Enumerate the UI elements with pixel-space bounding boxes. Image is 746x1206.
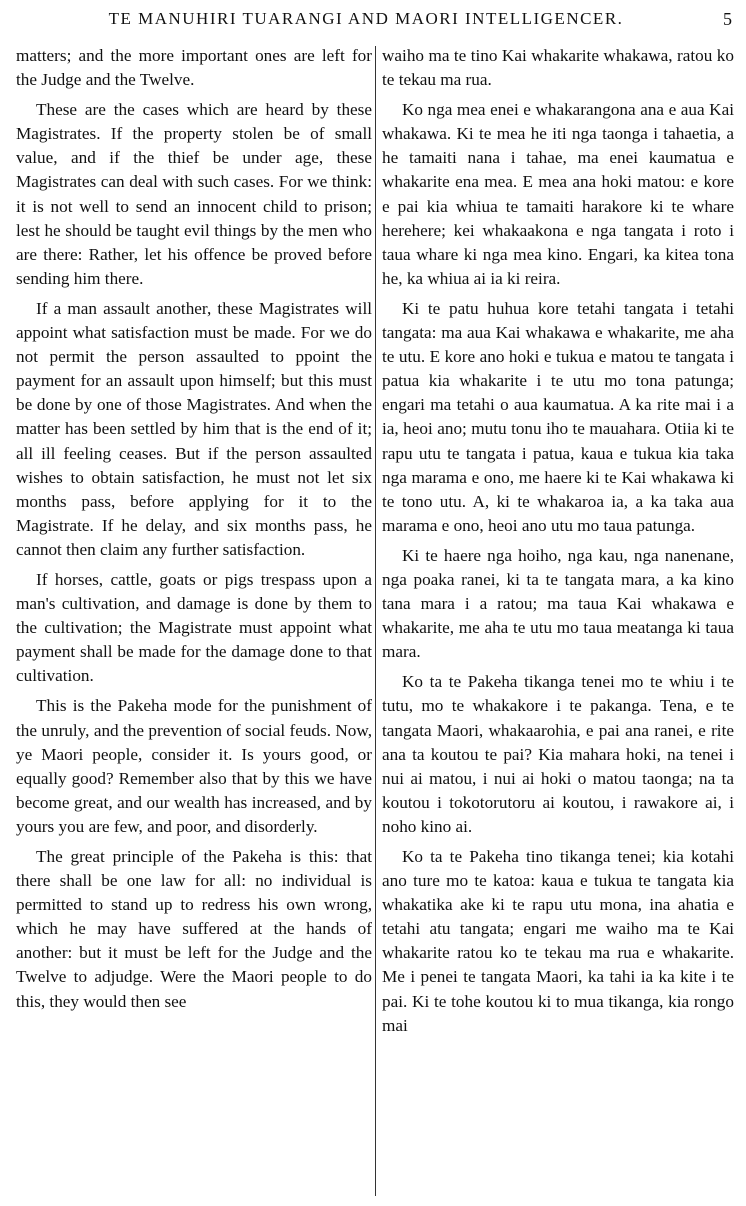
paragraph: The great principle of the Pakeha is this: that there shall be one law for all: no individual is permitted to stand up to redress his own wrong, which he may have suffered at the hands of another: but it must be left for the Judge and the Twelve to adjudge. Were the Maori people to do this, they would then see bbox=[16, 847, 372, 1011]
paragraph: Ko ta te Pakeha tino tikanga tenei; kia kotahi ano ture mo te katoa: kaua e tukua te tangata kia whakatika ake ki te rapu utu mona, ina ahatia e tetahi atu tangata; engari me waiho ma te Kai whakarite ratou ko te tekau ma rua e whakarite. Me i penei te tangata Maori, ka tahi ia ka kite i te pai. Ki te tohe koutou ki to mua tikanga, kia rongo mai bbox=[382, 847, 734, 1035]
maori-column bbox=[382, 44, 734, 1200]
page-number: 5 bbox=[723, 8, 732, 29]
paragraph: If a man assault another, these Magistrates will appoint what satisfaction must be made. For we do not permit the person assaulted to ppoint the payment for an assault upon himself; but this must be done by one of those Magistrates. And when the matter has been settled by him that is the end of it; all ill feeling ceases. But if the person assaulted wishes to obtain satisfaction, he must not let six months pass, before applying for it to the Magistrate. If he delay, and six months pass, he cannot then claim any further satisfaction. bbox=[16, 298, 372, 559]
paragraph: These are the cases which are heard by these Magistrates. If the property stolen be of small value, and if the thief be under age, these Magistrates can deal with such cases. For we think: it is not well to send an innocent child to prison; lest he should be taught evil things by the men who are there: Rather, let his offence be proved before sending him there. bbox=[16, 100, 372, 288]
english-column bbox=[16, 44, 372, 1200]
paragraph: Ki te haere nga hoiho, nga kau, nga nanenane, nga poaka ranei, ki ta te tangata mara, a ka kino tana mara i a ratou; ma taua Kai whakawa e whakarite, me aha te utu mo taua meatanga ki taua mara. bbox=[382, 545, 734, 662]
running-title: TE MANUHIRI TUARANGI AND MAORI INTELLIGENCER. bbox=[108, 9, 624, 28]
paragraph: matters; and the more important ones are left for the Judge and the Twelve. bbox=[16, 46, 372, 90]
paragraph: Ko nga mea enei e whakarangona ana e aua Kai whakawa. Ki te mea he iti nga taonga i tahaetia, a he tamaiti nana i tahae, ma enei kaumatua e whakarite ena mea. E mea ana hoki matou: e kore e pai kia whiua te tamaiti harakore ki te whare herehere; kei whakaakona e nga tangata i roto i taua whare ki nga mea kino. Engari, ka kitea tona he, ka whiua ai ia ki reira. bbox=[382, 100, 734, 288]
paragraph: If horses, cattle, goats or pigs trespass upon a man's cultivation, and damage is done by them to the cultivation; the Magistrate must appoint what payment shall be made for the damage done to that cultivation. bbox=[16, 569, 372, 686]
paragraph: Ki te patu huhua kore tetahi tangata i tetahi tangata: ma aua Kai whakawa e whakarite, me aha te utu. E kore ano hoki e tukua e matou te tangata i patua kia whakarite i te utu mo tona patunga; engari ma tetahi o aua kaumatua. A ka rite mai i a ia, heoi ano; mutu tonu iho te mauahara. Otiia ki te rapu utu te tangata i patua, kaua e tukua kia taka nga marama e ono, me haere ki te Kai whakawa ki te tono utu. A, ki te whakaroa ia, a ka taka aua marama e ono, heoi ano utu mo taua patunga. bbox=[382, 298, 734, 535]
page-header bbox=[0, 6, 746, 32]
paragraph: This is the Pakeha mode for the punishment of the unruly, and the prevention of social feuds. Now, ye Maori people, consider it. Is yours good, or equally good? Remember also that by this we have become great, and our wealth has increased, and by yours you are few, and poor, and disorderly. bbox=[16, 696, 372, 836]
paragraph: Ko ta te Pakeha tikanga tenei mo te whiu i te tutu, mo te whakakore i te pakanga. Tena, e te tangata Maori, whakaarohia, e pai ana ranei, e rite ana ta koutou te pai? Kia mahara hoki, na tenei i nui ai matou, i nui ai hoki o matou taonga; na ta koutou i tokotorutoru ai koutou, i rawakore ai, i noho kino ai. bbox=[382, 672, 734, 836]
paragraph: waiho ma te tino Kai whakarite whakawa, ratou ko te tekau ma rua. bbox=[382, 46, 734, 90]
column-divider bbox=[375, 46, 376, 1196]
